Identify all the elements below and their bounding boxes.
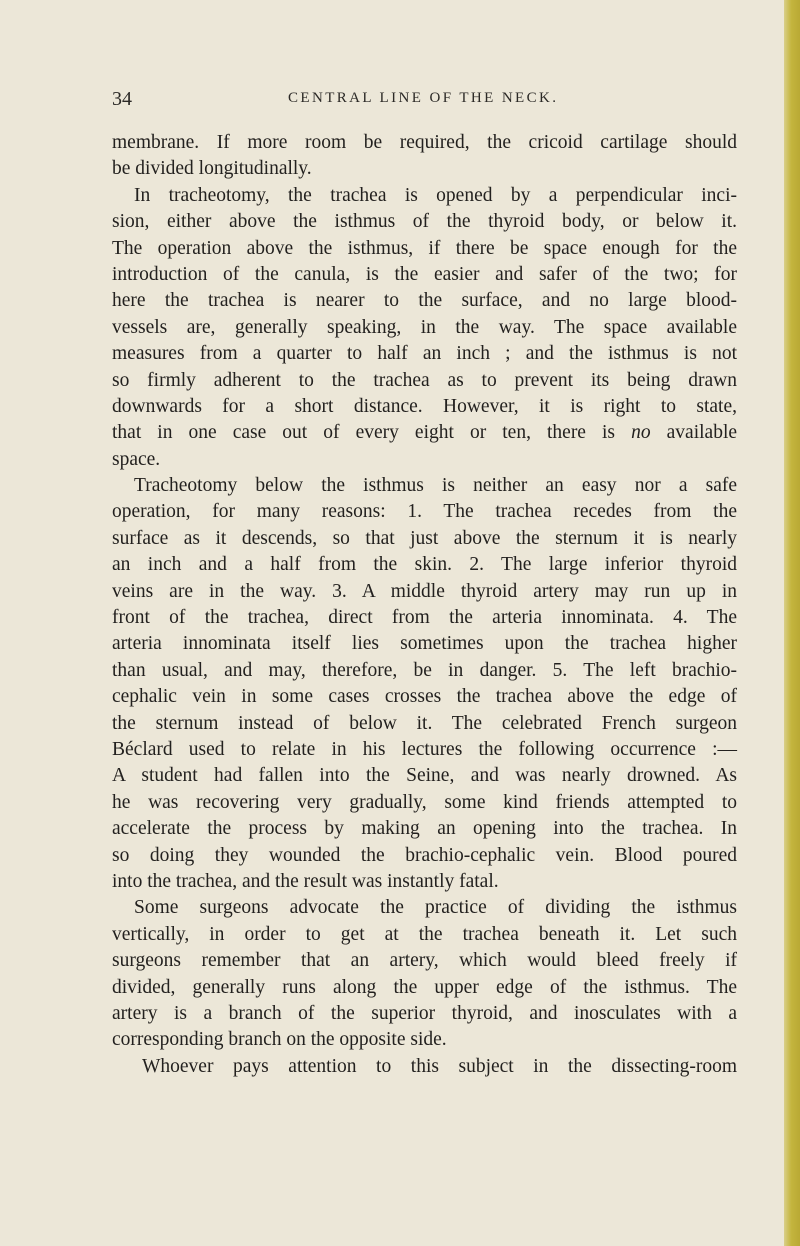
text-line <box>112 420 737 446</box>
text-line <box>112 763 737 789</box>
text-line <box>112 1027 737 1053</box>
text-line-content: measures from a quarter to half an inch ; and the isthmus is not <box>112 343 737 365</box>
text-line <box>112 473 737 499</box>
text-line <box>112 631 737 657</box>
text-line <box>112 684 737 710</box>
text-line-content: accelerate the process by making an opening into the trachea. In <box>112 818 737 840</box>
body-text <box>112 130 737 1080</box>
text-line <box>112 183 737 209</box>
text-line-content: Whoever pays attention to this subject in the dissecting-room <box>142 1055 737 1077</box>
text-line <box>112 552 737 578</box>
text-line <box>112 236 737 262</box>
text-line <box>112 711 737 737</box>
text-line-tail: available <box>666 422 738 444</box>
text-line <box>112 315 737 341</box>
text-line <box>112 579 737 605</box>
text-line <box>112 737 737 763</box>
text-line <box>112 447 737 473</box>
text-line <box>112 262 737 288</box>
running-head: CENTRAL LINE OF THE NECK. <box>288 90 559 106</box>
text-line-content: corresponding branch on the opposite side. <box>112 1029 447 1051</box>
text-line <box>112 816 737 842</box>
text-line-content: introduction of the canula, is the easier and safer of the two; for <box>112 263 737 285</box>
text-line-content: artery is a branch of the superior thyroid, and inosculates with a <box>112 1002 737 1024</box>
text-line <box>112 869 737 895</box>
text-line-content: Tracheotomy below the isthmus is neither an easy nor a safe <box>134 475 737 497</box>
text-line <box>112 605 737 631</box>
text-line <box>112 368 737 394</box>
text-line-content: downwards for a short distance. However, it is right to state, <box>112 395 737 417</box>
text-line-content: In tracheotomy, the trachea is opened by a perpendicular inci- <box>134 184 737 206</box>
text-line-content: vessels are, generally speaking, in the way. The space available <box>112 316 737 338</box>
text-line <box>112 948 737 974</box>
text-line-content: surface as it descends, so that just above the sternum it is nearly <box>112 527 737 549</box>
text-line <box>112 341 737 367</box>
text-line <box>112 658 737 684</box>
text-line-content: divided, generally runs along the upper edge of the isthmus. The <box>112 976 737 998</box>
page-number: 34 <box>112 88 132 110</box>
text-line-content: so firmly adherent to the trachea as to prevent its being drawn <box>112 369 737 391</box>
text-line-content: that in one case out of every eight or ten, there is <box>112 422 616 444</box>
text-line-content: surgeons remember that an artery, which would bleed freely if <box>112 950 737 972</box>
text-line <box>112 790 737 816</box>
page-edge <box>784 0 800 1246</box>
text-line <box>112 1001 737 1027</box>
text-line-content: so doing they wounded the brachio-cephalic vein. Blood poured <box>112 844 737 866</box>
text-line <box>112 394 737 420</box>
text-line-content: here the trachea is nearer to the surface, and no large blood- <box>112 290 737 312</box>
text-line <box>112 499 737 525</box>
page-header <box>112 88 737 112</box>
text-line <box>112 1054 737 1080</box>
text-line-content: veins are in the way. 3. A middle thyroid artery may run up in <box>112 580 737 602</box>
text-line <box>112 288 737 314</box>
text-line-content: be divided longitudinally. <box>112 158 312 180</box>
text-line <box>112 526 737 552</box>
text-line <box>112 975 737 1001</box>
text-line-content: Béclard used to relate in his lectures the following occurrence :— <box>112 738 737 760</box>
text-line-content: the sternum instead of below it. The celebrated French surgeon <box>112 712 737 734</box>
text-line-content: front of the trachea, direct from the arteria innominata. 4. The <box>112 607 737 629</box>
text-line-content: vertically, in order to get at the trachea beneath it. Let such <box>112 923 737 945</box>
text-line <box>112 922 737 948</box>
text-line-content: A student had fallen into the Seine, and was nearly drowned. As <box>112 765 737 787</box>
text-line <box>112 209 737 235</box>
text-line <box>112 130 737 156</box>
text-line-content: cephalic vein in some cases crosses the trachea above the edge of <box>112 686 737 708</box>
text-line-content: than usual, and may, therefore, be in danger. 5. The left brachio- <box>112 659 737 681</box>
text-line-content: The operation above the isthmus, if there be space enough for the <box>112 237 737 259</box>
text-line-content: sion, either above the isthmus of the thyroid body, or below it. <box>112 211 737 233</box>
text-line <box>112 843 737 869</box>
text-line-content: arteria innominata itself lies sometimes upon the trachea higher <box>112 633 737 655</box>
text-line-content: an inch and a half from the skin. 2. The large inferior thyroid <box>112 554 737 576</box>
text-line <box>112 156 737 182</box>
text-line <box>112 895 737 921</box>
emphasis: no <box>631 422 651 444</box>
text-line-content: operation, for many reasons: 1. The trachea recedes from the <box>112 501 737 523</box>
text-line-content: he was recovering very gradually, some kind friends attempted to <box>112 791 737 813</box>
text-line-content: Some surgeons advocate the practice of dividing the isthmus <box>134 897 737 919</box>
text-line-content: into the trachea, and the result was instantly fatal. <box>112 870 499 892</box>
text-line-content: space. <box>112 448 161 470</box>
text-line-content: membrane. If more room be required, the cricoid cartilage should <box>112 132 737 153</box>
